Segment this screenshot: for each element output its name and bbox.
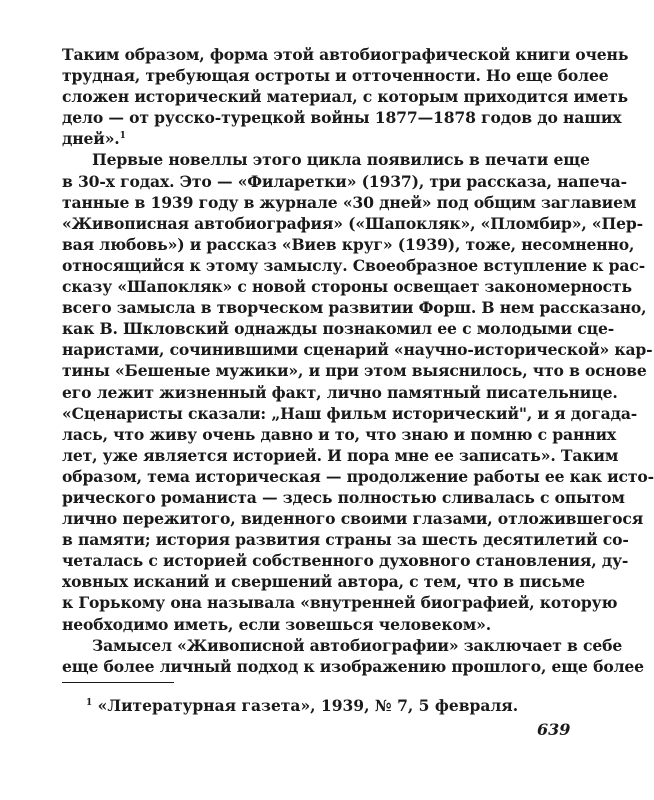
- text-line: к Горькому она называла «внутренней биографией, которую: [62, 593, 618, 613]
- text-line: в 30-х годах. Это — «Филаретки» (1937), три рассказа, напеча-: [62, 171, 627, 191]
- text-line: дней».$^1$: [62, 129, 126, 149]
- text-line: трудная, требующая остроты и отточенности. Но еще более: [62, 66, 609, 86]
- text-line: сложен исторический материал, с которым приходится иметь: [62, 87, 628, 107]
- text-line: четалась с историей собственного духовного становления, ду-: [62, 551, 629, 571]
- text-line: вая любовь») и рассказ «Виев круг» (1939), тоже, несомненно,: [62, 234, 635, 254]
- text-line: ховных исканий и свершений автора, с тем, что в письме: [62, 572, 585, 592]
- text-line: Первые новеллы этого цикла появились в печати еще: [92, 150, 590, 170]
- footnote-reference: 1: [119, 131, 126, 142]
- text-line: в памяти; история развития страны за шесть десятилетий со-: [62, 530, 629, 550]
- text-line: образом, тема историческая — продолжение работы ее как исто-: [62, 466, 654, 486]
- footnote-marker: 1: [86, 698, 93, 708]
- text-line: наристами, сочинившими сценарий «научно-исторической» кар-: [62, 340, 653, 360]
- text-line: всего замысла в творческом развитии Форш. В нем рассказано,: [62, 298, 647, 318]
- footnote-divider: [62, 682, 174, 683]
- text-line: еще более личный подход к изображению прошлого, еще более: [62, 656, 644, 676]
- text-line: танные в 1939 году в журнале «30 дней» под общим заглавием: [62, 192, 637, 212]
- text-line: Замысел «Живописной автобиографии» заключает в себе: [92, 635, 623, 655]
- text-line: необходимо иметь, если зовешься человеком».: [62, 614, 492, 634]
- text-line: относящийся к этому замыслу. Своеобразное вступление к рас-: [62, 255, 646, 275]
- page-number: 639: [537, 720, 571, 739]
- text-line: сказу «Шапокляк» с новой стороны освещает закономерность: [62, 277, 632, 297]
- text-line: «Сценаристы сказали: „Наш фильм исторический", и я догада-: [62, 403, 638, 423]
- text-line: тины «Бешеные мужики», и при этом выяснилось, что в основе: [62, 361, 647, 381]
- text-line: Таким образом, форма этой автобиографической книги очень: [62, 45, 629, 64]
- text-line: дело — от русско-турецкой войны 1877—1878 годов до наших: [62, 108, 622, 128]
- text-line: «Живописная автобиография» («Шапокляк», «Пломбир», «Пер-: [62, 213, 643, 233]
- text-line: лично пережитого, виденного своими глазами, отложившегося: [62, 509, 644, 529]
- body-text: [62, 44, 654, 677]
- text-line: как В. Шкловский однажды познакомил ее с молодыми сце-: [62, 319, 615, 339]
- text-line: лась, что живу очень давно и то, что знаю и помню с ранних: [62, 424, 617, 444]
- footnote-text: «Литературная газета», 1939, № 7, 5 февраля.: [97, 696, 519, 715]
- footnote: [86, 693, 518, 716]
- text-line: его лежит жизненный факт, лично памятный писательнице.: [62, 382, 618, 402]
- text-line: лет, уже является историей. И пора мне ее записать». Таким: [62, 445, 619, 465]
- text-line: рического романиста — здесь полностью сливалась с опытом: [62, 487, 625, 507]
